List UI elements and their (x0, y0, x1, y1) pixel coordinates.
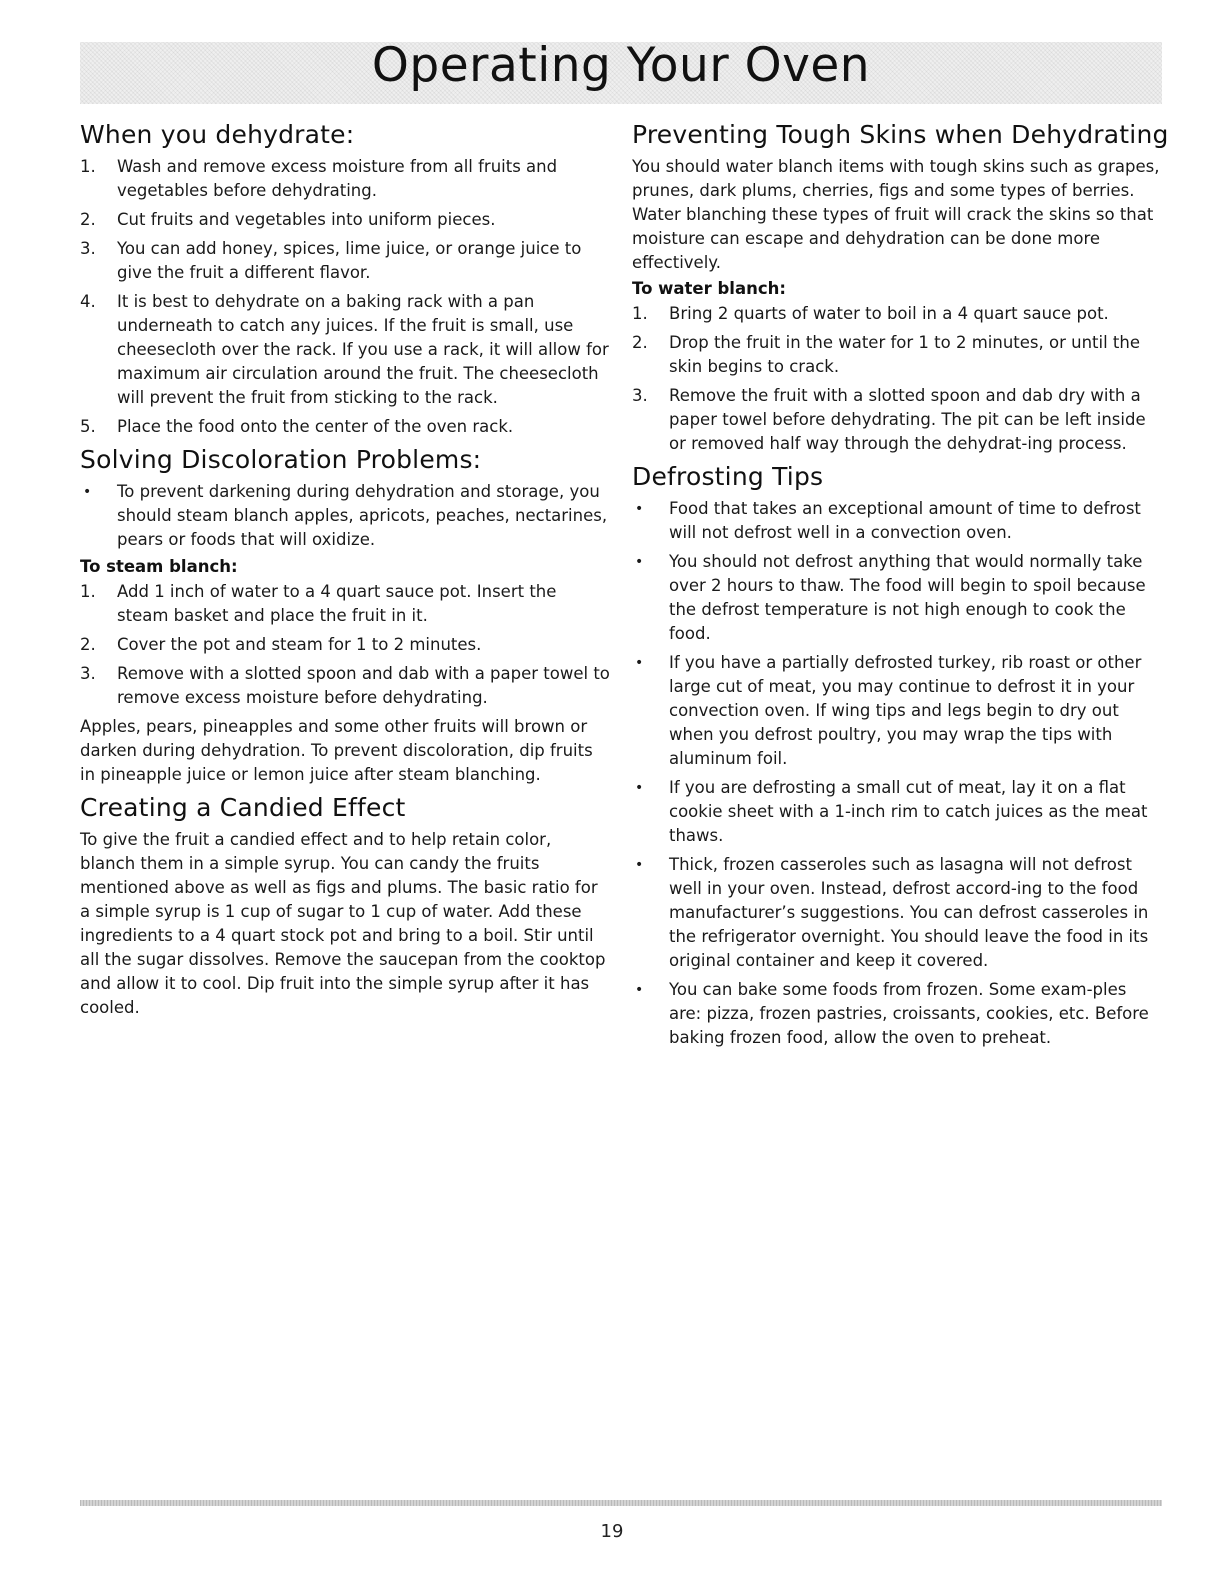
bullet-icon: • (635, 501, 644, 517)
list-item: • You can bake some foods from frozen. Some exam-ples are: pizza, frozen pastries, croissants, cookies, etc. Before baking frozen food, allow the oven to preheat. (635, 980, 1149, 1047)
skins-paragraph: You should water blanch items with tough skins such as grapes, prunes, dark plums, cherries, figs and some types of berries. Water blanching these types of fruit will crack the skins so that moisture can escape and dehydration can be done more effectively. (632, 157, 1160, 272)
list-item: • You should not defrost anything that would normally take over 2 hours to thaw. The food will begin to spoil because the defrost temperature is not high enough to cook the food. (635, 552, 1146, 643)
defrosting-heading: Defrosting Tips (632, 462, 824, 491)
footer-divider (80, 1500, 1162, 1506)
list-item: 1. Wash and remove excess moisture from all fruits and vegetables before dehydrating. (80, 157, 558, 200)
defrosting-bullets (632, 497, 1162, 1050)
list-item: • Food that takes an exceptional amount of time to defrost will not defrost well in a convection oven. (635, 499, 1141, 542)
candied-paragraph: To give the fruit a candied effect and to help retain color, blanch them in a simple syrup. You can candy the fruits mentioned above as well as figs and plums. The basic ratio for a simple syrup is 1 cup of sugar to 1 cup of water. Add these ingredients to a 4 quart stock pot and bring to a boil. Stir until all the sugar dissolves. Remove the saucepan from the cooktop and allow it to cool. Dip fruit into the simple syrup after it has cooled. (80, 830, 606, 1017)
list-item: 3. Remove the fruit with a slotted spoon and dab dry with a paper towel before dehydrating. The pit can be left inside or removed half way through the dehydrat-ing process. (632, 386, 1146, 453)
dehydrate-heading: When you dehydrate: (80, 120, 355, 149)
list-item: 3. You can add honey, spices, lime juice, or orange juice to give the fruit a different flavor. (80, 239, 582, 282)
discoloration-section (80, 445, 610, 787)
list-item: 2. Drop the fruit in the water for 1 to 2 minutes, or until the skin begins to crack. (632, 333, 1140, 376)
list-item: 1. Bring 2 quarts of water to boil in a 4 quart sauce pot. (632, 304, 1109, 323)
bullet-icon: • (635, 982, 644, 998)
bullet-icon: • (635, 554, 644, 570)
list-item: 3. Remove with a slotted spoon and dab with a paper towel to remove excess moisture before dehydrating. (80, 664, 610, 707)
dehydrate-steps (80, 155, 610, 439)
page-number: 19 (600, 1521, 624, 1542)
candied-section (80, 793, 610, 1020)
list-item: 1. Add 1 inch of water to a 4 quart sauce pot. Insert the steam basket and place the fruit in it. (80, 582, 557, 625)
list-item: 4. It is best to dehydrate on a baking rack with a pan underneath to catch any juices. If the fruit is small, use cheesecloth over the rack. If you use a rack, it will allow for maximum air circulation around the fruit. The cheesecloth will prevent the fruit from sticking to the rack. (80, 292, 609, 407)
left-column (80, 120, 610, 1026)
bullet-icon: • (635, 655, 644, 671)
defrosting-section (632, 462, 1162, 1050)
list-item: • Thick, frozen casseroles such as lasagna will not defrost well in your oven. Instead, defrost accord-ing to the food manufacturer’s suggestions. You can defrost casseroles in the refrigerator overnight. You should leave the food in its original container and keep it covered. (635, 855, 1149, 970)
page-title: Operating Your Oven (371, 38, 871, 93)
water-blanch-subheading: To water blanch: (632, 279, 786, 298)
steam-blanch-steps (80, 580, 610, 710)
title-banner (80, 38, 1162, 104)
candied-heading: Creating a Candied Effect (80, 793, 406, 822)
bullet-icon: • (635, 857, 644, 873)
discoloration-bullets (80, 480, 610, 552)
list-item: 5. Place the food onto the center of the oven rack. (80, 417, 514, 436)
right-column (632, 120, 1169, 1056)
list-item: 2. Cover the pot and steam for 1 to 2 minutes. (80, 635, 482, 654)
bullet-icon: • (83, 484, 92, 500)
skins-heading: Preventing Tough Skins when Dehydrating (632, 120, 1169, 149)
bullet-icon: • (635, 780, 644, 796)
list-item: 2. Cut fruits and vegetables into uniform pieces. (80, 210, 496, 229)
discoloration-heading: Solving Discoloration Problems: (80, 445, 482, 474)
list-item: • To prevent darkening during dehydration and storage, you should steam blanch apples, apricots, peaches, nectarines, pears or foods that will oxidize. (83, 482, 608, 549)
skins-section (632, 120, 1169, 456)
water-blanch-steps (632, 302, 1162, 456)
steam-blanch-subheading: To steam blanch: (80, 557, 238, 576)
list-item: • If you have a partially defrosted turkey, rib roast or other large cut of meat, you may continue to defrost it in your convection oven. If wing tips and legs begin to dry out when you defrost poultry, you may wrap the tips with aluminum foil. (635, 653, 1142, 768)
dehydrate-section (80, 120, 610, 439)
list-item: • If you are defrosting a small cut of meat, lay it on a flat cookie sheet with a 1-inch rim to catch juices as the meat thaws. (635, 778, 1148, 845)
discoloration-paragraph: Apples, pears, pineapples and some other fruits will brown or darken during dehydration. To prevent discoloration, dip fruits in pineapple juice or lemon juice after steam blanching. (80, 717, 593, 784)
